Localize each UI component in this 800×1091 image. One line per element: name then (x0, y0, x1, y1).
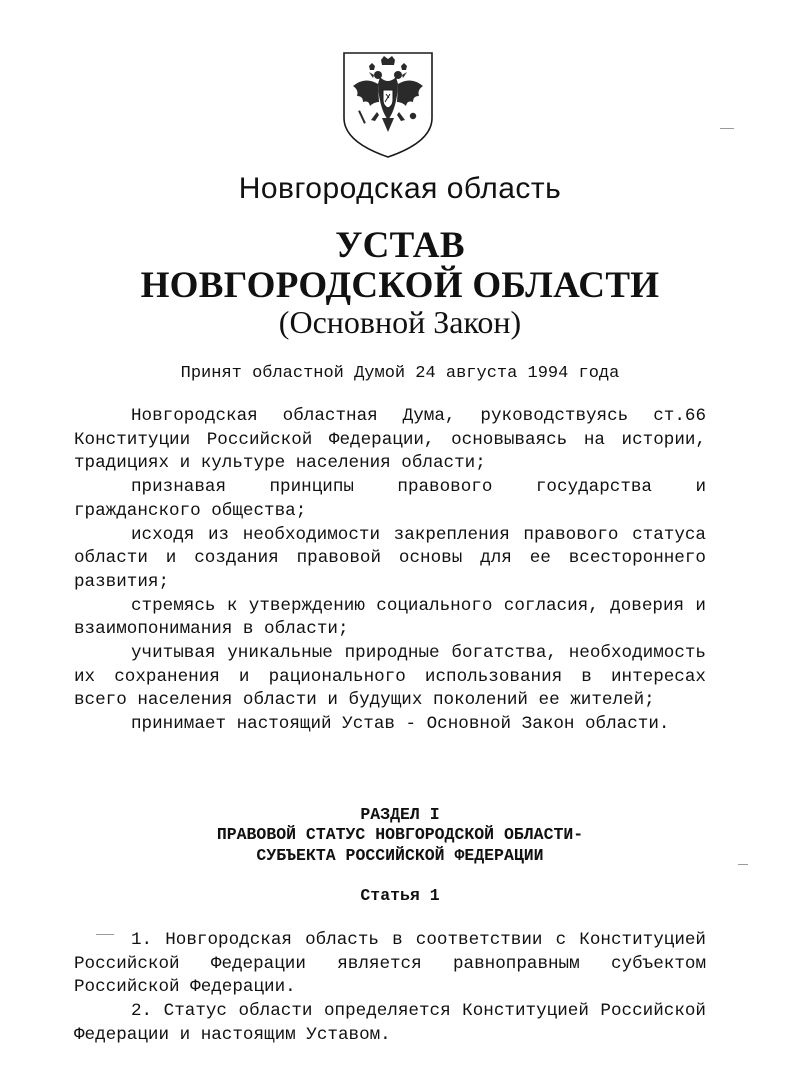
scan-speck (738, 864, 748, 865)
preamble-paragraph: стремясь к утверждению социального согласия, доверия и взаимопонимания в области; (74, 595, 706, 640)
article-body (74, 929, 706, 1048)
document-title-region: НОВГОРОДСКОЙ ОБЛАСТИ (140, 265, 660, 306)
section-number: РАЗДЕЛ I (360, 805, 440, 824)
preamble-paragraph: учитывая уникальные природные богатства, необходимость их сохранения и рационального использования в интересах всего населения области и будущих поколений ее жителей; (74, 643, 706, 711)
region-name: Новгородская область (238, 172, 562, 205)
preamble-paragraph: Новгородская областная Дума, руководствуясь ст.66 Конституции Российской Федерации, основываясь на истории, традициях и культуре населения области; (74, 406, 706, 474)
preamble-paragraph: признавая принципы правового государства и гражданского общества; (74, 477, 706, 521)
preamble-paragraph: исходя из необходимости закрепления правового статуса области и создания правовой основы для ее всестороннего развития; (74, 524, 706, 592)
coat-of-arms-icon (341, 50, 435, 160)
preamble-paragraph: принимает настоящий Устав - Основной Закон области. (131, 714, 670, 735)
section-title: ПРАВОВОЙ СТАТУС НОВГОРОДСКОЙ ОБЛАСТИ- (216, 825, 584, 844)
scan-speck (720, 128, 734, 129)
document-subtitle: (Основной Закон) (278, 304, 522, 340)
adoption-note: Принят областной Думой 24 августа 1994 года (180, 364, 620, 383)
document-title: УСТАВ (335, 225, 465, 266)
article-heading: Статья 1 (360, 886, 440, 905)
preamble (74, 405, 706, 737)
scan-speck (96, 934, 114, 935)
article-item: 1. Новгородская область в соответствии с Конституцией Российской Федерации является равноправным субъектом Российской Федерации. (74, 930, 706, 998)
section-title-continued: СУБЪЕКТА РОССИЙСКОЙ ФЕДЕРАЦИИ (256, 846, 544, 865)
article-item: 2. Статус области определяется Конституцией Российской Федерации и настоящим Уставом. (74, 1001, 706, 1045)
